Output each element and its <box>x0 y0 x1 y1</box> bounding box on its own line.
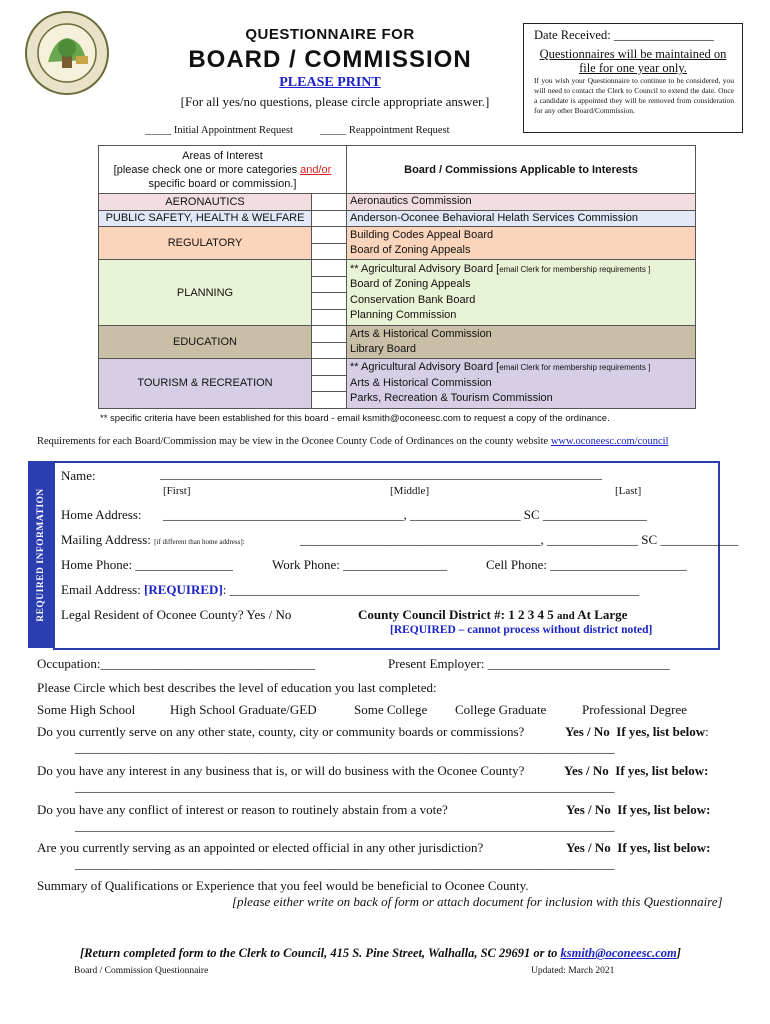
summary-note: [please either write on back of form or attach document for inclusion with this Questionnaire] <box>232 894 723 909</box>
middle-name-caption: [Middle] <box>390 485 430 497</box>
question-other-boards-answer[interactable]: Yes / No If yes, list below: <box>565 724 709 739</box>
area-category: PLANNING <box>99 260 312 326</box>
council-district-question[interactable]: County Council District #: 1 2 3 4 5 and At Large <box>358 607 628 622</box>
areas-header-instruction-2: specific board or commission.] <box>148 177 297 190</box>
education-prompt: Please Circle which best describes the level of education you last completed: <box>37 680 437 695</box>
board-checkbox[interactable] <box>312 310 346 326</box>
council-website-link[interactable]: www.oconeesc.com/council <box>550 436 669 447</box>
area-row <box>99 326 696 359</box>
employer-field[interactable]: Present Employer: ____________________________ <box>388 656 670 671</box>
mailing-address-label: Mailing Address: [if different than home address]: <box>61 532 245 547</box>
form-name-footer: Board / Commission Questionnaire <box>74 966 209 976</box>
reappointment-request[interactable]: _____ Reappointment Request <box>320 125 450 136</box>
area-category: REGULATORY <box>99 227 312 260</box>
board-name: Anderson-Oconee Behavioral Helath Services Commission <box>350 211 638 224</box>
board-checkbox[interactable] <box>312 227 346 244</box>
board-checkbox[interactable] <box>312 343 346 359</box>
requirements-note: Requirements for each Board/Commission may be view in the Oconee County Code of Ordinances on the county website www.oconeesc.com/council <box>37 436 669 447</box>
updated-date: Updated: March 2021 <box>531 966 615 976</box>
initial-appointment-request[interactable]: _____ Initial Appointment Request <box>145 125 293 136</box>
area-boards <box>347 359 696 409</box>
mailing-address-field[interactable]: _____________________________________, ______________ SC ____________ <box>300 532 739 547</box>
area-category: EDUCATION <box>99 326 312 359</box>
date-received[interactable]: Date Received: ________________ <box>534 28 714 42</box>
area-boards <box>347 326 696 359</box>
area-row <box>99 210 696 227</box>
cell-phone-field[interactable]: Cell Phone: _____________________ <box>486 557 687 572</box>
area-category: TOURISM & RECREATION <box>99 359 312 409</box>
question-business-interest-list[interactable]: ___________________________________________________________________________________ <box>75 779 615 794</box>
areas-header-instruction: [please check one or more categories and/or <box>113 163 332 176</box>
area-checkbox-column <box>312 260 347 326</box>
board-name: ** Agricultural Advisory Board [email Clerk for membership requirements ] <box>350 262 651 275</box>
board-name: Library Board <box>350 343 417 355</box>
board-name: Board of Zoning Appeals <box>350 244 471 256</box>
area-row <box>99 227 696 260</box>
district-required-note: [REQUIRED – cannot process without district noted] <box>390 624 653 636</box>
area-checkbox-column <box>312 326 347 359</box>
board-checkbox[interactable] <box>312 293 346 310</box>
board-checkbox[interactable] <box>312 277 346 294</box>
board-checkbox[interactable] <box>312 392 346 408</box>
area-category: PUBLIC SAFETY, HEALTH & WELFARE <box>99 210 312 227</box>
board-name: Arts & Historical Commission <box>350 376 492 389</box>
board-name: ** Agricultural Advisory Board [email Clerk for membership requirements ] <box>350 361 651 373</box>
name-field[interactable]: ____________________________________________________________________ <box>160 466 602 481</box>
board-checkbox[interactable] <box>312 260 346 277</box>
areas-header-title: Areas of Interest <box>182 149 263 162</box>
board-checkbox[interactable] <box>312 211 346 227</box>
area-row <box>99 260 696 326</box>
home-phone-field[interactable]: Home Phone: _______________ <box>61 557 233 572</box>
area-row <box>99 359 696 409</box>
question-conflict-of-interest-answer[interactable]: Yes / No If yes, list below: <box>566 802 711 817</box>
return-instructions: [Return completed form to the Clerk to Council, 415 S. Pine Street, Walhalla, SC 29691 or to ksmith@oconeesc.com] <box>80 946 681 960</box>
areas-header <box>99 146 347 194</box>
board-checkbox[interactable] <box>312 326 346 343</box>
occupation-field[interactable]: Occupation:_________________________________ <box>37 656 316 671</box>
name-label: Name: <box>61 468 96 483</box>
email-field[interactable]: Email Address: [REQUIRED]: _______________________________________________________________ <box>61 582 640 597</box>
education-option-professional-degree[interactable]: Professional Degree <box>582 702 688 717</box>
area-category: AERONAUTICS <box>99 194 312 211</box>
home-address-label: Home Address: <box>61 507 142 522</box>
question-other-jurisdiction: Are you currently serving as an appointed or elected official in any other jurisdiction? <box>37 840 484 855</box>
area-boards <box>347 194 696 211</box>
education-option-some-high-school[interactable]: Some High School <box>37 702 136 717</box>
areas-of-interest-table <box>98 145 696 409</box>
legal-resident-question[interactable]: Legal Resident of Oconee County? Yes / No <box>61 607 292 622</box>
question-business-interest: Do you have any interest in any business that is, or will do business with the Oconee County? <box>37 763 525 778</box>
question-conflict-of-interest: Do you have any conflict of interest or reason to routinely abstain from a vote? <box>37 802 448 817</box>
required-information-sidebar: REQUIRED INFORMATION <box>28 461 53 648</box>
question-conflict-of-interest-list[interactable]: ___________________________________________________________________________________ <box>75 818 615 833</box>
board-checkbox[interactable] <box>312 376 346 393</box>
seal-text <box>24 10 110 96</box>
board-name: Building Codes Appeal Board <box>350 228 494 241</box>
first-name-caption: [First] <box>163 485 191 497</box>
education-option-college-graduate[interactable]: College Graduate <box>455 702 547 717</box>
area-checkbox-column <box>312 359 347 409</box>
area-boards <box>347 210 696 227</box>
question-other-jurisdiction-list[interactable]: ___________________________________________________________________________________ <box>75 856 615 871</box>
please-print: PLEASE PRINT <box>279 75 381 90</box>
board-name: Parks, Recreation & Tourism Commission <box>350 392 553 404</box>
boards-header: Board / Commissions Applicable to Interests <box>347 146 696 194</box>
area-boards <box>347 260 696 326</box>
home-address-field[interactable]: _____________________________________, _________________ SC ________________ <box>163 507 647 522</box>
education-option-some-college[interactable]: Some College <box>354 702 428 717</box>
area-checkbox-column <box>312 227 347 260</box>
area-row <box>99 194 696 211</box>
area-boards <box>347 227 696 260</box>
clerk-email-link[interactable]: ksmith@oconeesc.com <box>560 946 677 960</box>
form-title-line2: BOARD / COMMISSION <box>188 46 472 73</box>
form-title-line1: QUESTIONNAIRE FOR <box>245 26 415 43</box>
question-other-jurisdiction-answer[interactable]: Yes / No If yes, list below: <box>566 840 711 855</box>
specific-criteria-note: ** specific criteria have been established for this board - email ksmith@oconeesc.com to request a copy of the ordinance. <box>100 413 610 424</box>
question-other-boards-list[interactable]: ___________________________________________________________________________________ <box>75 740 615 755</box>
board-checkbox[interactable] <box>312 359 346 376</box>
board-name: Planning Commission <box>350 309 457 321</box>
question-other-boards: Do you currently serve on any other state, county, city or community boards or commissions? <box>37 724 525 739</box>
area-checkbox-column <box>312 210 347 227</box>
maintained-notice: Questionnaires will be maintained on file for one year only. <box>539 47 727 75</box>
work-phone-field[interactable]: Work Phone: ________________ <box>272 557 448 572</box>
yes-no-instruction: [For all yes/no questions, please circle appropriate answer.] <box>180 94 490 109</box>
question-business-interest-answer[interactable]: Yes / No If yes, list below: <box>564 763 709 778</box>
education-option-hs-graduate[interactable]: High School Graduate/GED <box>170 702 317 717</box>
date-received-box <box>523 23 743 133</box>
area-checkbox-column <box>312 194 347 211</box>
consideration-note: If you wish your Questionnaire to continue to be considered, you will need to contact the Clerk to Council to extend the date. Once a candidate is appointed they will be removed from consideration for any other Board/Commission. <box>534 76 734 115</box>
last-name-caption: [Last] <box>615 485 642 497</box>
board-checkbox[interactable] <box>312 244 346 260</box>
summary-prompt: Summary of Qualifications or Experience that you feel would be beneficial to Oconee County. <box>37 878 529 893</box>
board-name: Aeronautics Commission <box>350 195 472 207</box>
board-checkbox[interactable] <box>312 194 346 210</box>
board-name: Arts & Historical Commission <box>350 327 492 340</box>
board-name: Conservation Bank Board <box>350 293 476 306</box>
board-name: Board of Zoning Appeals <box>350 278 471 290</box>
